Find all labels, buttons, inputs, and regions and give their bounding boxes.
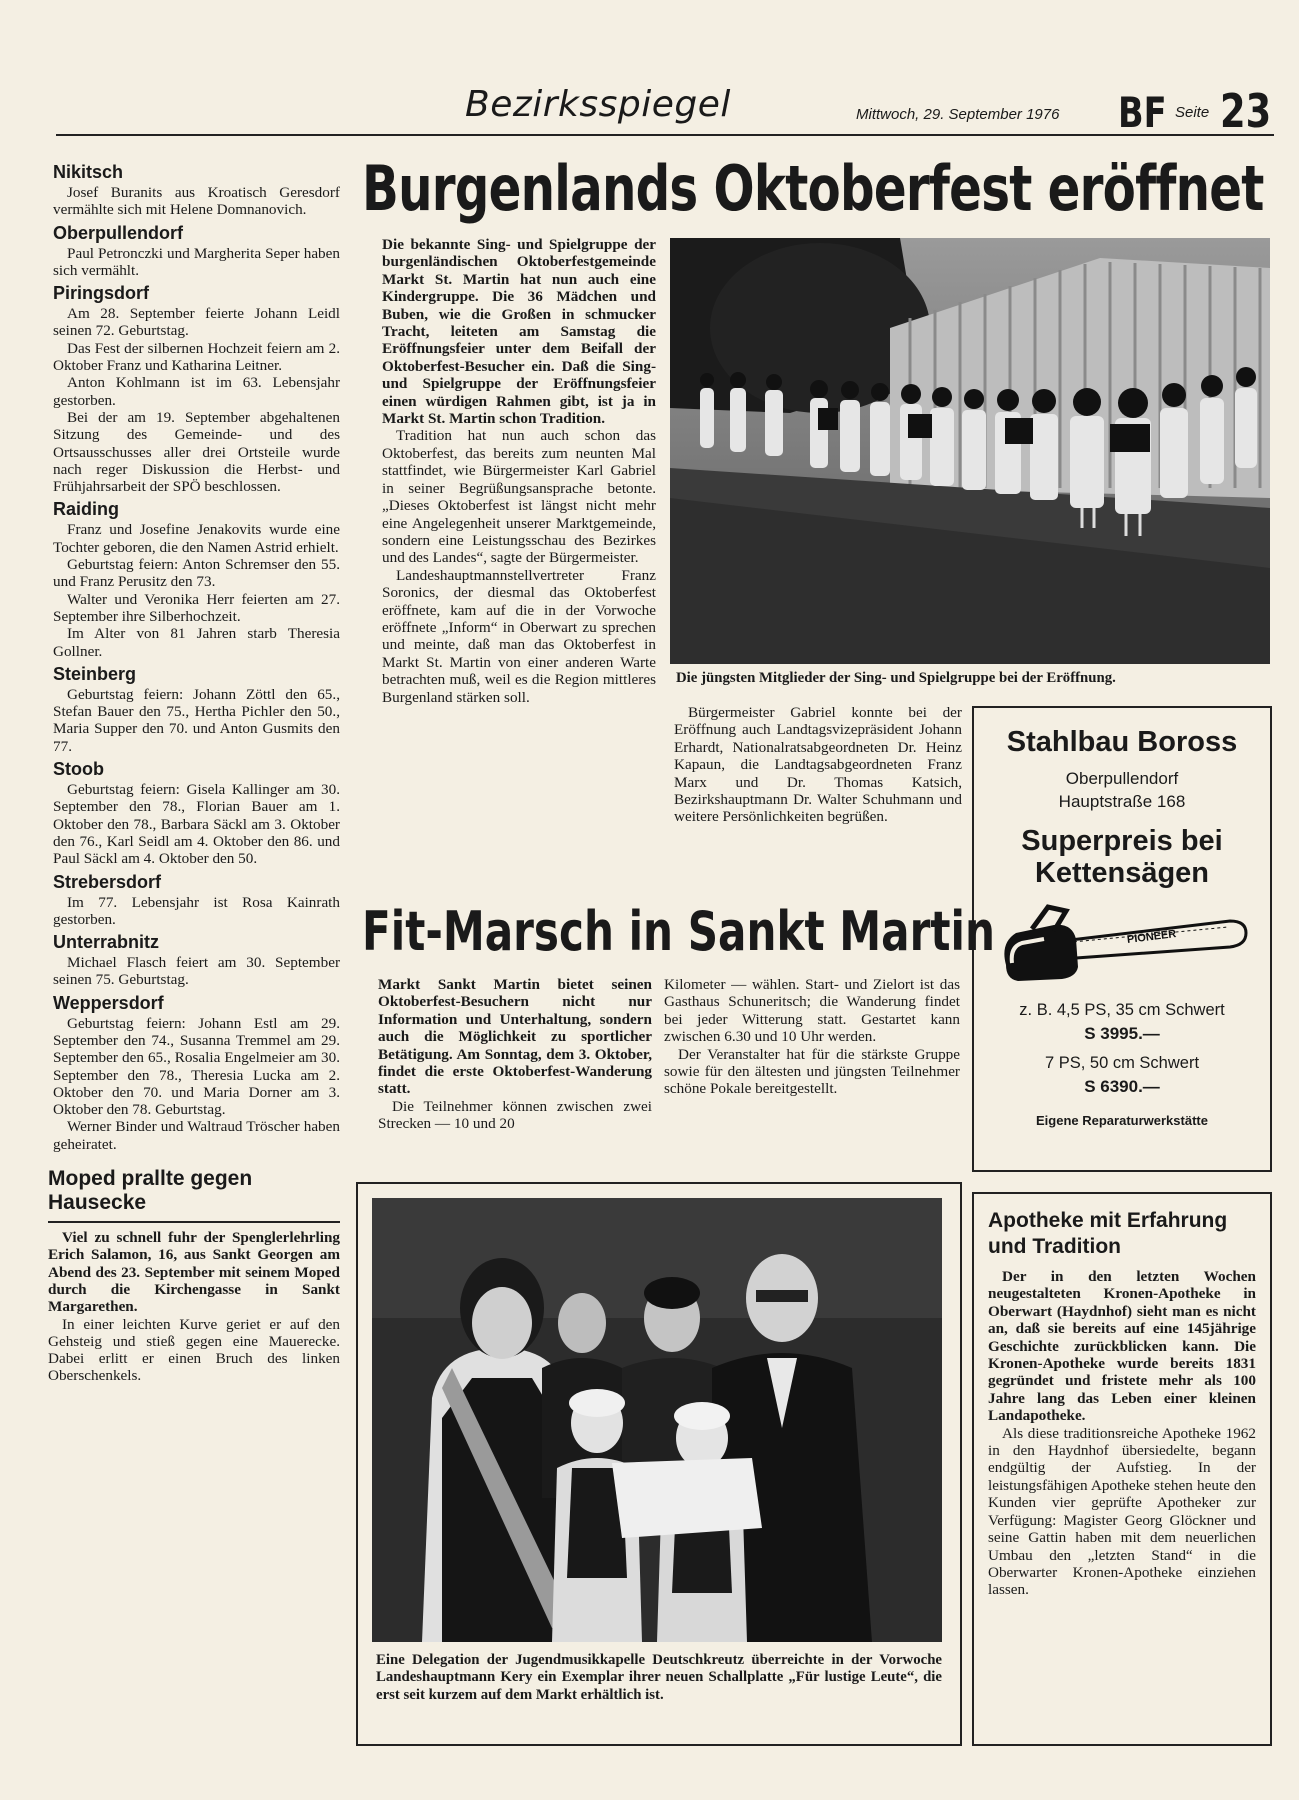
news-paragraph: Franz und Josefine Jenakovits wurde eine Tochter geboren, die den Namen Astrid erhielt. <box>53 521 340 556</box>
ad-company-name: Stahlbau Boross <box>1006 726 1238 758</box>
oktoberfest-paragraph: Tradition hat nun auch schon das Oktoberfest, das bereits zum neunten Mal stattfindet, wie Bürgermeister Karl Gabriel in seiner Begrüßungsansprache betonte. „Dieses Oktoberfest ist längst nicht mehr eine Angelegenheit unserer Marktgemeinde, sondern eine Leistungsschau des Bezirkes und des Landes“, sagte der Bürgermeister. <box>382 427 656 567</box>
news-paragraph: Am 28. September feierte Johann Leidl seinen 72. Geburtstag. <box>53 305 340 340</box>
apotheke-headline: Apotheke mit Erfahrung und Tradition <box>988 1209 1228 1258</box>
news-paragraph: Im 77. Lebensjahr ist Rosa Kainrath gestorben. <box>53 893 340 928</box>
place-heading: Stoob <box>53 759 104 780</box>
oktoberfest-headline: Burgenlands Oktoberfest eröffnet <box>362 152 1264 225</box>
children-group-photo-image <box>670 238 1270 664</box>
place-heading: Steinberg <box>53 663 137 684</box>
ad-address <box>974 767 1270 813</box>
ad-price: S 6390.— <box>1084 1077 1160 1096</box>
fitmarsch-headline: Fit-Marsch in Sankt Martin <box>362 900 995 963</box>
place-heading: Strebersdorf <box>53 871 162 892</box>
ad-street: Hauptstraße 168 <box>1058 792 1186 811</box>
chainsaw-icon <box>992 903 1252 993</box>
moped-lead: Viel zu schnell fuhr der Spenglerlehrling Erich Salamon, 16, aus Sankt Georgen am Abend des 23. September mit seinem Moped durch die Kirchengasse in Sankt Margarethen. <box>48 1229 340 1316</box>
children-photo-caption: Die jüngsten Mitglieder der Sing- und Spielgruppe bei der Eröffnung. <box>676 670 1116 686</box>
children-group-photo <box>670 238 1270 664</box>
issue-date: Mittwoch, 29. September 1976 <box>856 106 1060 123</box>
fitmarsch-paragraph: Kilometer — wählen. Start- und Zielort ist das Gasthaus Schuneritsch; die Wanderung findet bei jeder Witterung statt. Gestartet kann zwischen 6.30 und 10 Uhr werden. <box>664 976 960 1046</box>
fitmarsch-column-2 <box>664 976 960 1098</box>
chainsaw-brand: PIONEER <box>1126 928 1177 946</box>
chainsaw-illustration <box>974 903 1270 997</box>
apotheke-lead: Der in den letzten Wochen neugestalteten Kronen-Apotheke in Oberwart (Haydnhof) sieht man es nicht an, daß sie bereits auf eine 145jährige Geschichte zurückblicken kann. Die Kronen-Apotheke wurde bereits 1831 gegründet und fristete mehr als 100 Jahre lang das Leben einer kleinen Landapotheke. <box>988 1268 1256 1425</box>
oktoberfest-paragraph: Bürgermeister Gabriel konnte bei der Eröffnung auch Landtagsvizepräsident Johann Erhardt, Nationalratsabgeordneten Dr. Heinz Kapaun, die Landtagsabgeordneten Franz Marx und Dr. Thomas Katsich, Bezirkshauptmann Dr. Walter Schuhmann und weitere Persönlichkeiten begrüßen. <box>674 704 962 826</box>
ad-footer: Eigene Reparaturwerkstätte <box>1036 1113 1208 1128</box>
ad-offer-line: Kettensägen <box>1034 857 1210 889</box>
fitmarsch-column-1 <box>378 976 652 1133</box>
delegation-photo <box>372 1198 942 1642</box>
news-paragraph: Michael Flasch feiert am 30. September seinen 75. Geburtstag. <box>53 954 340 989</box>
fitmarsch-paragraph: Die Teilnehmer können zwischen zwei Strecken — 10 und 20 <box>378 1097 652 1133</box>
news-paragraph: Walter und Veronika Herr feierten am 27. September ihre Silberhochzeit. <box>53 590 340 625</box>
news-paragraph: Geburtstag feiern: Johann Estl am 29. September den 74., Susanna Tremmel am 29. September den 65., Rosalia Engelmeier am 30. September den 78., Theresia Lucka am 2. Oktober den 70. und Maria Dorner am 3. Oktober den 78. Geburtstag. <box>53 1014 340 1119</box>
place-heading: Oberpullendorf <box>53 222 183 243</box>
news-paragraph: Im Alter von 81 Jahren starb Theresia Gollner. <box>53 625 340 660</box>
place-heading: Weppersdorf <box>53 992 164 1013</box>
page-label: Seite <box>1175 104 1210 121</box>
news-paragraph: Das Fest der silbernen Hochzeit feiern am 2. Oktober Franz und Katharina Leitner. <box>53 339 340 375</box>
news-paragraph: Geburtstag feiern: Anton Schremser den 55. und Franz Perusitz den 73. <box>53 556 340 591</box>
news-paragraph: Geburtstag feiern: Gisela Kallinger am 30. September den 78., Florian Bauer am 1. Oktober den 78., Barbara Säckl am 3. Oktober den 76., Karl Seidl am 4. Oktober den 86. und Paul Säckl am 4. Oktober den 50. <box>53 781 340 868</box>
delegation-photo-image <box>372 1198 942 1642</box>
apotheke-paragraph: Als diese traditionsreiche Apotheke 1962 in den Haydnhof übersiedelte, begann endgültig der Aufstieg. In der leistungsfähigen Apotheke stehen heute den Kunden vier geprüfte Apotheker zur Verfügung: Magister Georg Glöckner und seine Gattin haben mit dem neuerlichen Umbau den „letzten Stand“ in die Oberwarter Kronen-Apotheke einziehen lassen. <box>988 1424 1256 1599</box>
fitmarsch-lead: Markt Sankt Martin bietet seinen Oktoberfest-Besuchern nicht nur Information und Unterhaltung, sondern auch die Möglichkeit zu sportlicher Betätigung. Am Sonntag, dem 3. Oktober, findet die erste Oktoberfest-Wanderung statt. <box>378 976 652 1098</box>
news-paragraph: Paul Petronczki und Margherita Seper haben sich vermählt. <box>53 244 340 279</box>
oktoberfest-text-column <box>382 236 656 706</box>
ad-city: Oberpullendorf <box>1065 769 1179 788</box>
apotheke-text <box>988 1268 1256 1599</box>
ad-item: z. B. 4,5 PS, 35 cm Schwert <box>1019 1001 1225 1019</box>
stahlbau-ad <box>972 706 1272 1172</box>
oktoberfest-text-column-2 <box>674 704 962 826</box>
fitmarsch-paragraph: Der Veranstalter hat für die stärkste Gruppe sowie für den ältesten und jüngsten Teilnehmer schöne Pokale bereitgestellt. <box>664 1045 960 1098</box>
moped-body: In einer leichten Kurve geriet er auf den Gehsteig und stieß gegen eine Mauerecke. Dabei erlitt er einen Bruch des linken Oberschenkels. <box>48 1315 340 1385</box>
section-title: Bezirksspiegel <box>465 84 731 125</box>
page-number: 23 <box>1220 84 1272 138</box>
moped-headline: Moped prallte gegen Hausecke <box>48 1167 340 1223</box>
place-heading: Raiding <box>53 499 119 520</box>
apotheke-article-box <box>972 1192 1272 1746</box>
ad-offer-line: Superpreis bei <box>1021 825 1223 857</box>
news-paragraph: Josef Buranits aus Kroatisch Geresdorf vermählte sich mit Helene Domnanovich. <box>53 184 340 219</box>
ad-offer <box>974 825 1270 889</box>
oktoberfest-paragraph: Landeshauptmannstellvertreter Franz Soronics, der diesmal das Oktoberfest eröffnete, kam auf die in der Vorwoche eröffnete „Inform“ in Oberwart zu sprechen und meinte, daß man das Oktoberfest in Markt St. Martin von einer anderen Warte betrachten muß, weil es die Region mittleres Burgenland stärken soll. <box>382 566 656 706</box>
place-heading: Unterrabnitz <box>53 932 160 953</box>
place-heading: Piringsdorf <box>53 283 150 304</box>
delegation-photo-caption: Eine Delegation der Jugendmusikkapelle Deutschkreutz überreichte in der Vorwoche Landeshauptmann Kery ein Exemplar ihrer neuen Schallplatte „Für lustige Leute“, die erst seit kurzem auf dem Markt erhältlich ist. <box>376 1652 942 1703</box>
news-paragraph: Bei der am 19. September abgehaltenen Sitzung des Gemeinde- und des Ortsausschusses aller drei Ortsteile wurde nach reger Diskussion die Herbst- und Frühjahrsarbeit der SPÖ beschlossen. <box>53 408 340 496</box>
news-paragraph: Werner Binder und Waltraud Tröscher haben geheiratet. <box>53 1118 340 1153</box>
news-paragraph: Geburtstag feiern: Johann Zöttl den 65., Stefan Bauer den 75., Hertha Pichler den 50., Maria Supper den 70. und Anton Gusmits den 77. <box>53 685 340 755</box>
newspaper-logo: BF <box>1118 88 1167 137</box>
news-paragraph: Anton Kohlmann ist im 63. Lebensjahr gestorben. <box>53 374 340 409</box>
ad-price: S 3995.— <box>1084 1024 1160 1043</box>
oktoberfest-lead: Die bekannte Sing- und Spielgruppe der burgenländischen Oktoberfestgemeinde Markt St. Martin hat nun auch eine Kindergruppe. Die 36 Mädchen und Buben, wie die Großen in schmucker Tracht, leiteten am Samstag die Eröffnungsfeier unter dem Beifall der Oktoberfest-Besucher ein. Daß die Sing- und Spielgruppe der Eröffnungsfeier einen würdigen Rahmen gibt, ist ja in Markt St. Martin schon Tradition. <box>382 236 656 428</box>
local-news-column <box>48 158 340 1385</box>
ad-item: 7 PS, 50 cm Schwert <box>1044 1054 1200 1072</box>
place-heading: Nikitsch <box>53 162 124 182</box>
